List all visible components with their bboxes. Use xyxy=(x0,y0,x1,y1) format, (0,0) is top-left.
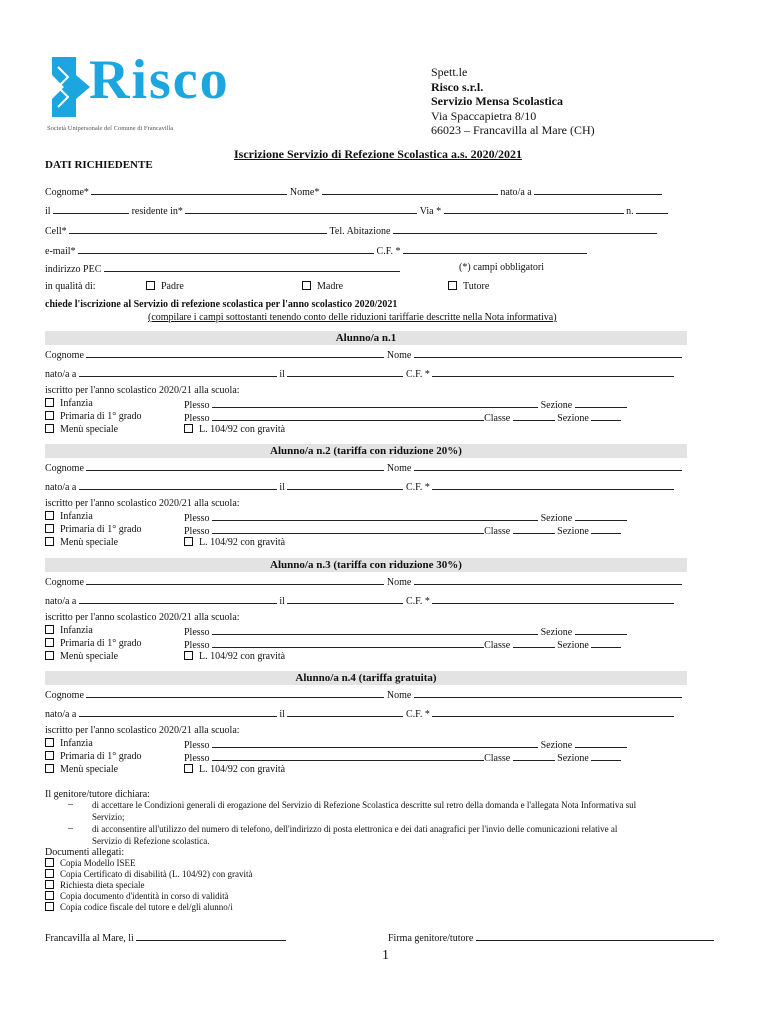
label-cell: Cell* xyxy=(45,226,67,237)
option-primaria[interactable] xyxy=(45,411,141,423)
checkbox-icon xyxy=(45,537,54,546)
field-student-nome[interactable] xyxy=(414,688,682,698)
label-natoa: nato/a a xyxy=(45,709,77,720)
option-legge-104[interactable] xyxy=(184,537,285,549)
option-menu-speciale[interactable] xyxy=(45,651,118,663)
option-padre[interactable] xyxy=(146,281,184,293)
field-nome[interactable] xyxy=(322,185,498,195)
label-via: Via * xyxy=(419,206,442,217)
label-qualita: in qualità di: xyxy=(45,281,96,292)
label-cf: C.F. * xyxy=(376,246,401,257)
label-cognome: Cognome* xyxy=(45,187,89,198)
option-menu-label: Menù speciale xyxy=(60,764,119,775)
checkbox-icon xyxy=(45,764,54,773)
field-cognome[interactable] xyxy=(91,185,287,195)
student-iscritto: iscritto per l'anno scolastico 2020/21 alla scuola: xyxy=(45,612,240,623)
checkbox-icon xyxy=(45,880,54,889)
plesso-row-2 xyxy=(184,524,621,538)
checkbox-icon xyxy=(45,398,54,407)
field-email[interactable] xyxy=(78,244,374,254)
field-classe[interactable] xyxy=(513,524,555,534)
label-sezione: Sezione xyxy=(540,740,573,751)
option-legge-label: L. 104/92 con gravità xyxy=(199,764,286,775)
label-n: n. xyxy=(626,206,634,217)
label-nome: Nome xyxy=(386,463,412,474)
field-sezione-infanzia[interactable] xyxy=(575,625,627,635)
label-il: il xyxy=(279,596,285,607)
attached-doc-item[interactable] xyxy=(45,901,233,913)
logo-mark-icon xyxy=(46,55,94,119)
student-row-birth xyxy=(45,367,674,381)
checkbox-icon xyxy=(184,537,193,546)
checkbox-icon xyxy=(45,751,54,760)
field-residente[interactable] xyxy=(185,204,417,214)
checkbox-icon xyxy=(45,869,54,878)
field-sezione-infanzia[interactable] xyxy=(575,738,627,748)
checkbox-icon xyxy=(45,891,54,900)
option-legge-104[interactable] xyxy=(184,424,285,436)
declaration-intro: Il genitore/tutore dichiara: xyxy=(45,789,150,800)
docs-heading: Documenti allegati: xyxy=(45,847,125,858)
plesso-row-2 xyxy=(184,411,621,425)
label-plesso: Plesso xyxy=(184,753,210,764)
option-menu-speciale[interactable] xyxy=(45,537,118,549)
field-student-cf[interactable] xyxy=(432,594,674,604)
field-student-cf[interactable] xyxy=(432,707,674,717)
dash: – xyxy=(68,799,73,810)
label-nome: Nome xyxy=(386,577,412,588)
page-number: 1 xyxy=(382,948,389,963)
field-cell[interactable] xyxy=(69,224,327,234)
applicant-row-2 xyxy=(45,204,668,218)
field-student-natoa[interactable] xyxy=(79,594,277,604)
checkbox-icon xyxy=(45,902,54,911)
option-primaria[interactable] xyxy=(45,524,141,536)
field-plesso-primaria[interactable] xyxy=(212,524,484,534)
checkbox-icon xyxy=(45,524,54,533)
label-plesso: Plesso xyxy=(184,640,210,651)
field-student-nome[interactable] xyxy=(414,348,682,358)
checkbox-icon xyxy=(45,511,54,520)
addressee-greeting: Spett.le xyxy=(431,65,468,79)
label-plesso: Plesso xyxy=(184,413,210,424)
label-sezione: Sezione xyxy=(557,753,589,764)
label-il: il xyxy=(45,206,51,217)
applicant-heading: DATI RICHIEDENTE xyxy=(45,159,153,171)
label-sezione: Sezione xyxy=(557,413,589,424)
logo-word: Risco xyxy=(89,49,230,111)
attached-doc-label: Richiesta dieta speciale xyxy=(60,880,145,890)
field-sezione-infanzia[interactable] xyxy=(575,398,627,408)
field-classe[interactable] xyxy=(513,751,555,761)
student-row-name xyxy=(45,461,682,475)
field-student-il[interactable] xyxy=(287,367,403,377)
option-menu-speciale[interactable] xyxy=(45,764,118,776)
label-plesso: Plesso xyxy=(184,627,210,638)
checkbox-icon xyxy=(45,411,54,420)
label-sezione: Sezione xyxy=(557,526,589,537)
checkbox-icon xyxy=(45,638,54,647)
addressee-city: 66023 – Francavilla al Mare (CH) xyxy=(431,123,595,137)
label-classe: Classe xyxy=(484,526,511,537)
option-infanzia-label: Infanzia xyxy=(60,511,93,522)
label-email: e-mail* xyxy=(45,246,76,257)
dash: – xyxy=(68,823,73,834)
field-student-il[interactable] xyxy=(287,594,403,604)
plesso-row-2 xyxy=(184,751,621,765)
option-primaria[interactable] xyxy=(45,638,141,650)
plesso-row-2 xyxy=(184,638,621,652)
option-infanzia-label: Infanzia xyxy=(60,398,93,409)
option-infanzia-label: Infanzia xyxy=(60,738,93,749)
field-student-cognome[interactable] xyxy=(86,348,384,358)
label-classe: Classe xyxy=(484,413,511,424)
field-cf[interactable] xyxy=(403,244,587,254)
field-sezione-primaria[interactable] xyxy=(591,411,621,421)
checkbox-icon xyxy=(146,281,155,290)
student-iscritto: iscritto per l'anno scolastico 2020/21 alla scuola: xyxy=(45,725,240,736)
label-pec: indirizzo PEC xyxy=(45,264,102,275)
addressee-service: Servizio Mensa Scolastica xyxy=(431,94,563,108)
option-menu-label: Menù speciale xyxy=(60,424,119,435)
student-row-birth xyxy=(45,594,674,608)
field-plesso-infanzia[interactable] xyxy=(212,511,538,521)
declaration-item-1-cont: Servizio; xyxy=(92,812,125,822)
checkbox-icon xyxy=(184,424,193,433)
field-classe[interactable] xyxy=(513,411,555,421)
mandatory-note: (*) campi obbligatori xyxy=(459,262,544,273)
option-legge-label: L. 104/92 con gravità xyxy=(199,537,286,548)
student-title: Alunno/a n.2 (tariffa con riduzione 20%) xyxy=(45,444,687,458)
option-menu-label: Menù speciale xyxy=(60,537,119,548)
field-pec[interactable] xyxy=(104,262,400,272)
field-classe[interactable] xyxy=(513,638,555,648)
field-plesso-primaria[interactable] xyxy=(212,411,484,421)
student-title: Alunno/a n.1 xyxy=(45,331,687,345)
label-cognome: Cognome xyxy=(45,690,84,701)
field-date[interactable] xyxy=(136,931,286,941)
footer-place-label: Francavilla al Mare, lì xyxy=(45,933,134,944)
option-menu-label: Menù speciale xyxy=(60,651,119,662)
attached-doc-label: Copia codice fiscale del tutore e del/gli alunno/i xyxy=(60,902,233,912)
label-plesso: Plesso xyxy=(184,513,210,524)
attached-doc-label: Copia documento d'identità in corso di validità xyxy=(60,891,229,901)
plesso-row-1 xyxy=(184,511,627,525)
option-legge-label: L. 104/92 con gravità xyxy=(199,424,286,435)
label-cf: C.F. * xyxy=(405,369,430,380)
label-cf: C.F. * xyxy=(405,709,430,720)
field-sezione-primaria[interactable] xyxy=(591,638,621,648)
label-cognome: Cognome xyxy=(45,350,84,361)
field-student-nome[interactable] xyxy=(414,575,682,585)
checkbox-icon xyxy=(184,764,193,773)
plesso-row-1 xyxy=(184,738,627,752)
label-il: il xyxy=(279,482,285,493)
label-sezione: Sezione xyxy=(557,640,589,651)
student-row-birth xyxy=(45,707,674,721)
applicant-row-4 xyxy=(45,244,587,258)
student-title: Alunno/a n.4 (tariffa gratuita) xyxy=(45,671,687,685)
addressee-street: Via Spaccapietra 8/10 xyxy=(431,108,537,123)
checkbox-icon xyxy=(45,858,54,867)
student-row-name xyxy=(45,688,682,702)
label-cf: C.F. * xyxy=(405,596,430,607)
label-il: il xyxy=(279,709,285,720)
field-plesso-infanzia[interactable] xyxy=(212,625,538,635)
applicant-row-1 xyxy=(45,185,662,199)
field-n[interactable] xyxy=(636,204,668,214)
field-via[interactable] xyxy=(444,204,624,214)
checkbox-icon xyxy=(45,625,54,634)
field-il[interactable] xyxy=(53,204,129,214)
attached-doc-label: Copia Certificato di disabilità (L. 104/92) con gravità xyxy=(60,869,253,879)
label-natoa: nato/a a xyxy=(45,369,77,380)
plesso-row-1 xyxy=(184,398,627,412)
request-text: chiede l'iscrizione al Servizio di refezione scolastica per l'anno scolastico 2020/2021 xyxy=(45,299,398,310)
label-natoa: nato/a a xyxy=(45,482,77,493)
checkbox-icon xyxy=(448,281,457,290)
option-infanzia[interactable] xyxy=(45,625,93,637)
label-residente: residente in* xyxy=(131,206,183,217)
option-primaria[interactable] xyxy=(45,751,141,763)
option-madre[interactable] xyxy=(302,281,343,293)
field-plesso-infanzia[interactable] xyxy=(212,398,538,408)
option-primaria-label: Primaria di 1° grado xyxy=(60,638,142,649)
addressee xyxy=(431,65,595,138)
field-student-cognome[interactable] xyxy=(86,575,384,585)
field-student-cognome[interactable] xyxy=(86,461,384,471)
student-row-birth xyxy=(45,480,674,494)
field-tel[interactable] xyxy=(393,224,657,234)
field-student-il[interactable] xyxy=(287,480,403,490)
option-madre-label: Madre xyxy=(317,281,344,292)
label-natoa: nato/a a xyxy=(45,596,77,607)
field-plesso-primaria[interactable] xyxy=(212,751,484,761)
field-student-natoa[interactable] xyxy=(79,480,277,490)
label-natoa: nato/a a xyxy=(500,187,532,198)
option-legge-label: L. 104/92 con gravità xyxy=(199,651,286,662)
field-signature[interactable] xyxy=(476,931,714,941)
label-cognome: Cognome xyxy=(45,577,84,588)
field-student-natoa[interactable] xyxy=(79,367,277,377)
field-sezione-primaria[interactable] xyxy=(591,524,621,534)
option-legge-104[interactable] xyxy=(184,651,285,663)
option-tutore-label: Tutore xyxy=(463,281,490,292)
label-classe: Classe xyxy=(484,640,511,651)
label-classe: Classe xyxy=(484,753,511,764)
checkbox-icon xyxy=(45,651,54,660)
addressee-company: Risco s.r.l. xyxy=(431,79,484,94)
option-infanzia[interactable] xyxy=(45,738,93,750)
option-primaria-label: Primaria di 1° grado xyxy=(60,524,142,535)
option-infanzia-label: Infanzia xyxy=(60,625,93,636)
label-cognome: Cognome xyxy=(45,463,84,474)
label-il: il xyxy=(279,369,285,380)
checkbox-icon xyxy=(302,281,311,290)
label-sezione: Sezione xyxy=(540,513,573,524)
declaration-item-2-cont: Servizio di Refezione scolastica. xyxy=(92,836,210,846)
student-iscritto: iscritto per l'anno scolastico 2020/21 alla scuola: xyxy=(45,498,240,509)
footer-place xyxy=(45,931,286,945)
label-nome: Nome* xyxy=(289,187,320,198)
field-student-nome[interactable] xyxy=(414,461,682,471)
applicant-row-3 xyxy=(45,224,657,238)
label-tel: Tel. Abitazione xyxy=(329,226,391,237)
option-primaria-label: Primaria di 1° grado xyxy=(60,411,142,422)
option-legge-104[interactable] xyxy=(184,764,285,776)
option-infanzia[interactable] xyxy=(45,511,93,523)
field-student-natoa[interactable] xyxy=(79,707,277,717)
attached-doc-label: Copia Modello ISEE xyxy=(60,858,136,868)
checkbox-icon xyxy=(45,738,54,747)
student-title: Alunno/a n.3 (tariffa con riduzione 30%) xyxy=(45,558,687,572)
checkbox-icon xyxy=(184,651,193,660)
option-menu-speciale[interactable] xyxy=(45,424,118,436)
label-nome: Nome xyxy=(386,690,412,701)
label-plesso: Plesso xyxy=(184,526,210,537)
plesso-row-1 xyxy=(184,625,627,639)
page-title: Iscrizione Servizio di Refezione Scolastica a.s. 2020/2021 xyxy=(234,147,522,161)
label-sezione: Sezione xyxy=(540,627,573,638)
declaration-item-1: di accettare le Condizioni generali di erogazione del Servizio di Refezione Scolastica descritte sul retro della domanda e l'allegata Nota Informativa sul xyxy=(92,800,637,810)
label-plesso: Plesso xyxy=(184,400,210,411)
option-tutore[interactable] xyxy=(448,281,489,293)
field-plesso-infanzia[interactable] xyxy=(212,738,538,748)
label-plesso: Plesso xyxy=(184,740,210,751)
checkbox-icon xyxy=(45,424,54,433)
label-sezione: Sezione xyxy=(540,400,573,411)
declaration-item-2: di acconsentire all'utilizzo del numero di telefono, dell'indirizzo di posta elettronica e dei dati anagrafici per l'invio delle comunicazioni relative al xyxy=(92,824,618,834)
option-primaria-label: Primaria di 1° grado xyxy=(60,751,142,762)
footer-signature xyxy=(388,931,714,945)
logo-tagline: Società Unipersonale del Comune di Francavilla xyxy=(47,125,174,132)
student-iscritto: iscritto per l'anno scolastico 2020/21 alla scuola: xyxy=(45,385,240,396)
field-natoa[interactable] xyxy=(534,185,662,195)
request-note: (compilare i campi sottostanti tenendo conto delle riduzioni tariffarie descritte nella Nota informativa) xyxy=(148,312,557,323)
option-padre-label: Padre xyxy=(161,281,184,292)
field-student-cognome[interactable] xyxy=(86,688,384,698)
applicant-row-5 xyxy=(45,262,400,276)
label-cf: C.F. * xyxy=(405,482,430,493)
field-student-cf[interactable] xyxy=(432,480,674,490)
student-row-name xyxy=(45,575,682,589)
label-nome: Nome xyxy=(386,350,412,361)
field-sezione-infanzia[interactable] xyxy=(575,511,627,521)
footer-signature-label: Firma genitore/tutore xyxy=(388,933,474,944)
student-row-name xyxy=(45,348,682,362)
field-student-il[interactable] xyxy=(287,707,403,717)
option-infanzia[interactable] xyxy=(45,398,93,410)
field-sezione-primaria[interactable] xyxy=(591,751,621,761)
field-plesso-primaria[interactable] xyxy=(212,638,484,648)
field-student-cf[interactable] xyxy=(432,367,674,377)
